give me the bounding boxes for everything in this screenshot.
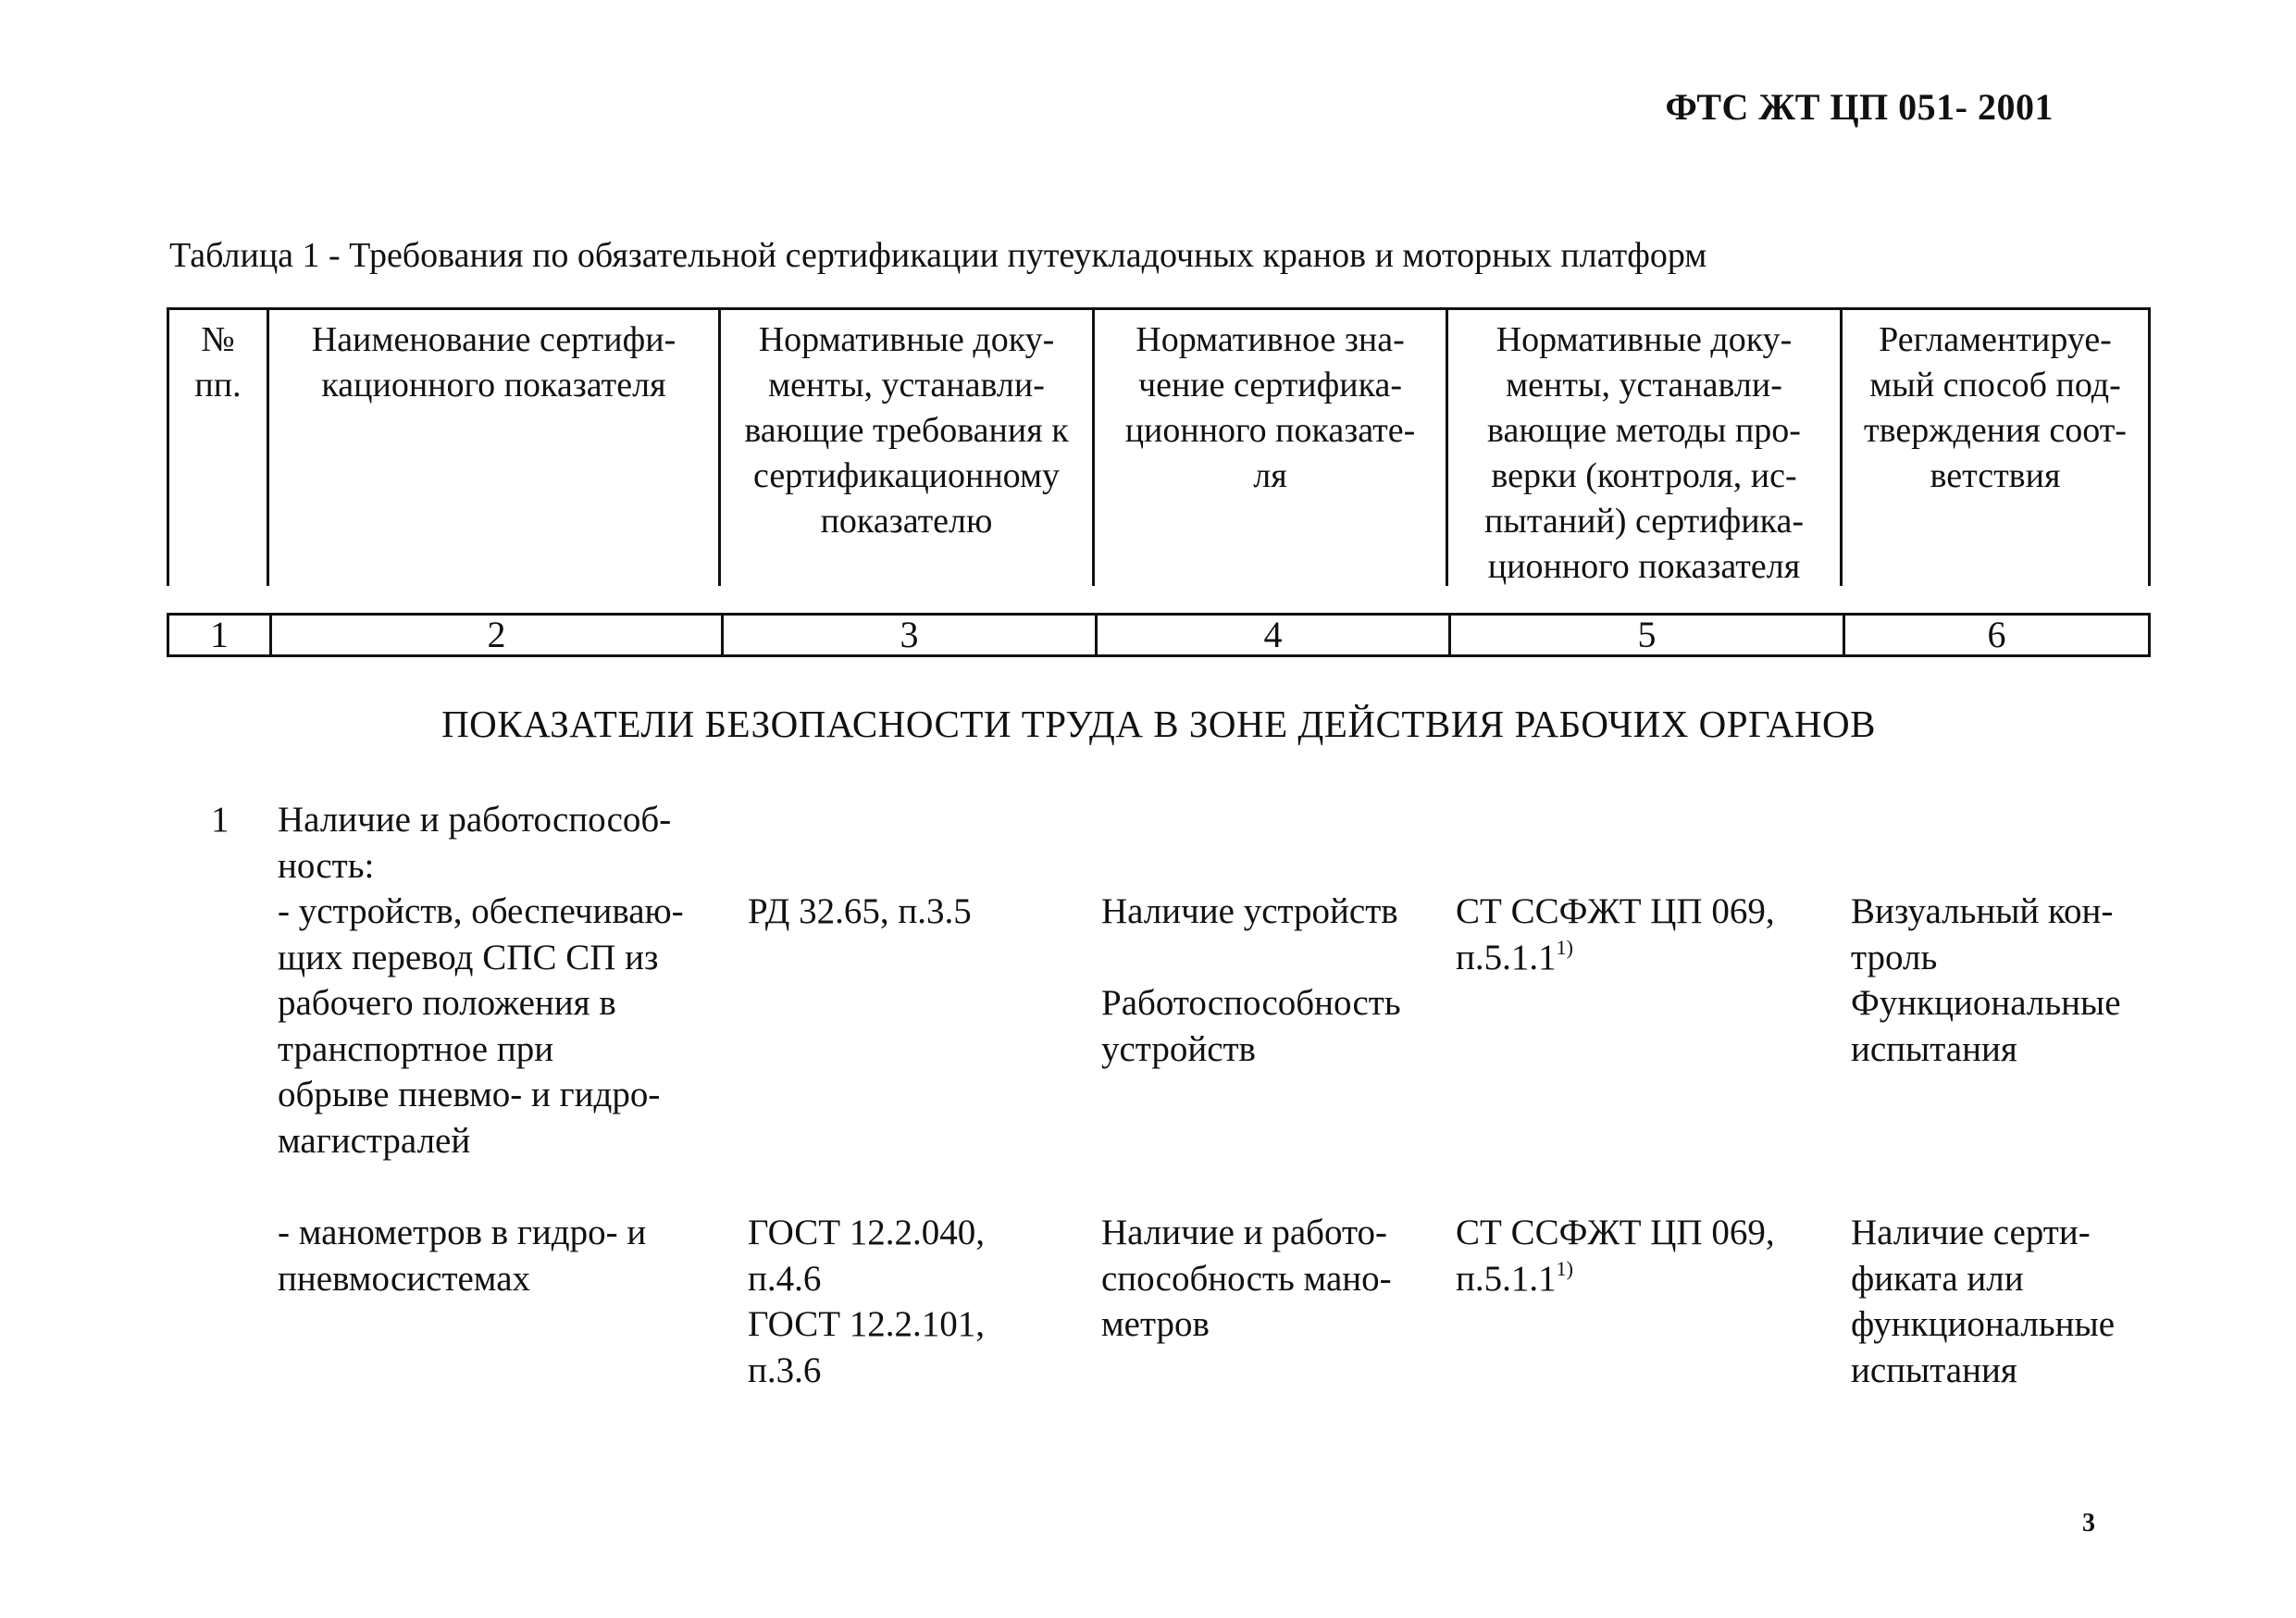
subitem-requirement-docs: [748, 889, 972, 935]
text-line: мый способ под-: [1869, 366, 2121, 404]
text-line: метров: [1101, 1304, 1210, 1344]
document-code: ФТС ЖТ ЦП 051- 2001: [1665, 86, 2054, 128]
text-line: Наличие устройств: [1101, 891, 1398, 931]
text-line: Визуальный кон-: [1851, 891, 2114, 931]
text-line: Наличие и работо-: [1101, 1213, 1387, 1252]
text-line: ГОСТ 12.2.040,: [748, 1213, 986, 1252]
header-col-2: [267, 310, 718, 586]
text-line: ГОСТ 12.2.101,: [748, 1304, 986, 1344]
text-line: ционного показате-: [1124, 411, 1416, 450]
section-title: ПОКАЗАТЕЛИ БЕЗОПАСНОСТИ ТРУДА В ЗОНЕ ДЕЙСТВИЯ РАБОЧИХ ОРГАНОВ: [441, 703, 1876, 745]
text-line: сертификационному: [752, 456, 1060, 495]
column-number: 6: [1843, 616, 2148, 654]
table-header: [167, 307, 2151, 586]
header-col-6: [1840, 310, 2151, 586]
item-title: [278, 797, 671, 889]
method-doc-line: п.5.1.1$^{1)}$: [1456, 1256, 1573, 1299]
text-line: фиката или: [1851, 1258, 2024, 1299]
text-line: [1101, 935, 1401, 981]
text-line: показателю: [820, 502, 993, 541]
text-line: рабочего положения в: [278, 983, 616, 1023]
text-line: Регламентируе-: [1879, 320, 2112, 359]
footnote-mark: 1): [1556, 1256, 1573, 1280]
text-line: менты, устанавли-: [1506, 366, 1782, 404]
column-number: 3: [721, 616, 1095, 654]
text-line: п.3.6: [748, 1350, 822, 1390]
table-caption: Таблица 1 - Требования по обязательной сертификации путеукладочных кранов и моторных платформ: [169, 236, 1707, 275]
text-line: РД 32.65, п.3.5: [748, 891, 972, 931]
text-line: верки (контроля, ис-: [1491, 456, 1797, 495]
subitem-confirmation: [1851, 889, 2121, 1072]
subitem-norm-value: [1101, 889, 1401, 1072]
text-line: испытания: [1851, 1028, 2017, 1069]
header-col-1: [167, 310, 267, 586]
method-doc-line: СТ ССФЖТ ЦП 069,: [1456, 1213, 1775, 1252]
column-number: 4: [1095, 616, 1448, 654]
text-line: испытания: [1851, 1350, 2017, 1390]
header-col-4: [1092, 310, 1446, 586]
text-line: тверждения соот-: [1864, 411, 2127, 450]
column-number: 1: [210, 614, 229, 655]
text-line: обрыве пневмо- и гидро-: [278, 1075, 661, 1114]
text-line: кационного показателя: [321, 366, 666, 404]
text-line: вающие требования к: [744, 411, 1069, 450]
text-line: №: [201, 320, 235, 359]
text-line: Наличие серти-: [1851, 1213, 2091, 1252]
text-line: функциональные: [1851, 1304, 2116, 1344]
subitem-name: [278, 1210, 646, 1301]
method-doc-line: п.5.1.1$^{1)}$: [1456, 935, 1573, 977]
text-line: магистралей: [278, 1120, 471, 1161]
text-line: ционного показателя: [1487, 547, 1801, 586]
text-line: чение сертифика-: [1137, 366, 1403, 404]
text-line: Наименование сертифи-: [311, 320, 676, 359]
text-line: Функциональные: [1851, 983, 2121, 1023]
subitem-method-docs: [1456, 889, 1775, 980]
text-line: - устройств, обеспечиваю-: [278, 891, 684, 931]
text-line: Нормативные доку-: [758, 320, 1055, 359]
text-line: Работоспособность: [1101, 983, 1401, 1023]
text-line: троль: [1851, 937, 1938, 977]
text-line: устройств: [1101, 1028, 1256, 1069]
text-line: п.4.6: [748, 1258, 822, 1299]
footnote-mark: 1): [1556, 935, 1573, 959]
text-line: ветствия: [1930, 456, 2061, 495]
text-line: менты, устанавли-: [768, 366, 1045, 404]
text-line: Нормативные доку-: [1496, 320, 1793, 359]
header-col-3: [718, 310, 1092, 586]
page-number: 3: [2082, 1509, 2095, 1537]
subitem-name: [278, 889, 684, 1164]
item-number: 1: [211, 800, 230, 840]
text-line: пп.: [194, 366, 242, 404]
text-line: Наличие и работоспособ-: [278, 800, 672, 840]
text-line: вающие методы про-: [1487, 411, 1801, 450]
text-line: - манометров в гидро- и: [278, 1213, 647, 1252]
text-line: пытаний) сертифика-: [1484, 502, 1804, 541]
text-line: Нормативное зна-: [1136, 320, 1405, 359]
column-number-row: [167, 613, 2151, 657]
text-line: ля: [1253, 456, 1287, 495]
text-line: транспортное при: [278, 1028, 554, 1069]
column-number: 5: [1448, 616, 1843, 654]
text-line: способность мано-: [1101, 1258, 1392, 1299]
subitem-norm-value: [1101, 1210, 1392, 1348]
text-line: пневмосистемах: [278, 1258, 531, 1299]
text-line: щих перевод СПС СП из: [278, 937, 659, 977]
header-col-5: [1446, 310, 1840, 586]
method-doc-line: СТ ССФЖТ ЦП 069,: [1456, 891, 1775, 931]
column-number: 2: [269, 616, 721, 654]
subitem-confirmation: [1851, 1210, 2115, 1393]
subitem-method-docs: [1456, 1210, 1775, 1301]
text-line: ность:: [278, 845, 375, 886]
subitem-requirement-docs: [748, 1210, 985, 1393]
